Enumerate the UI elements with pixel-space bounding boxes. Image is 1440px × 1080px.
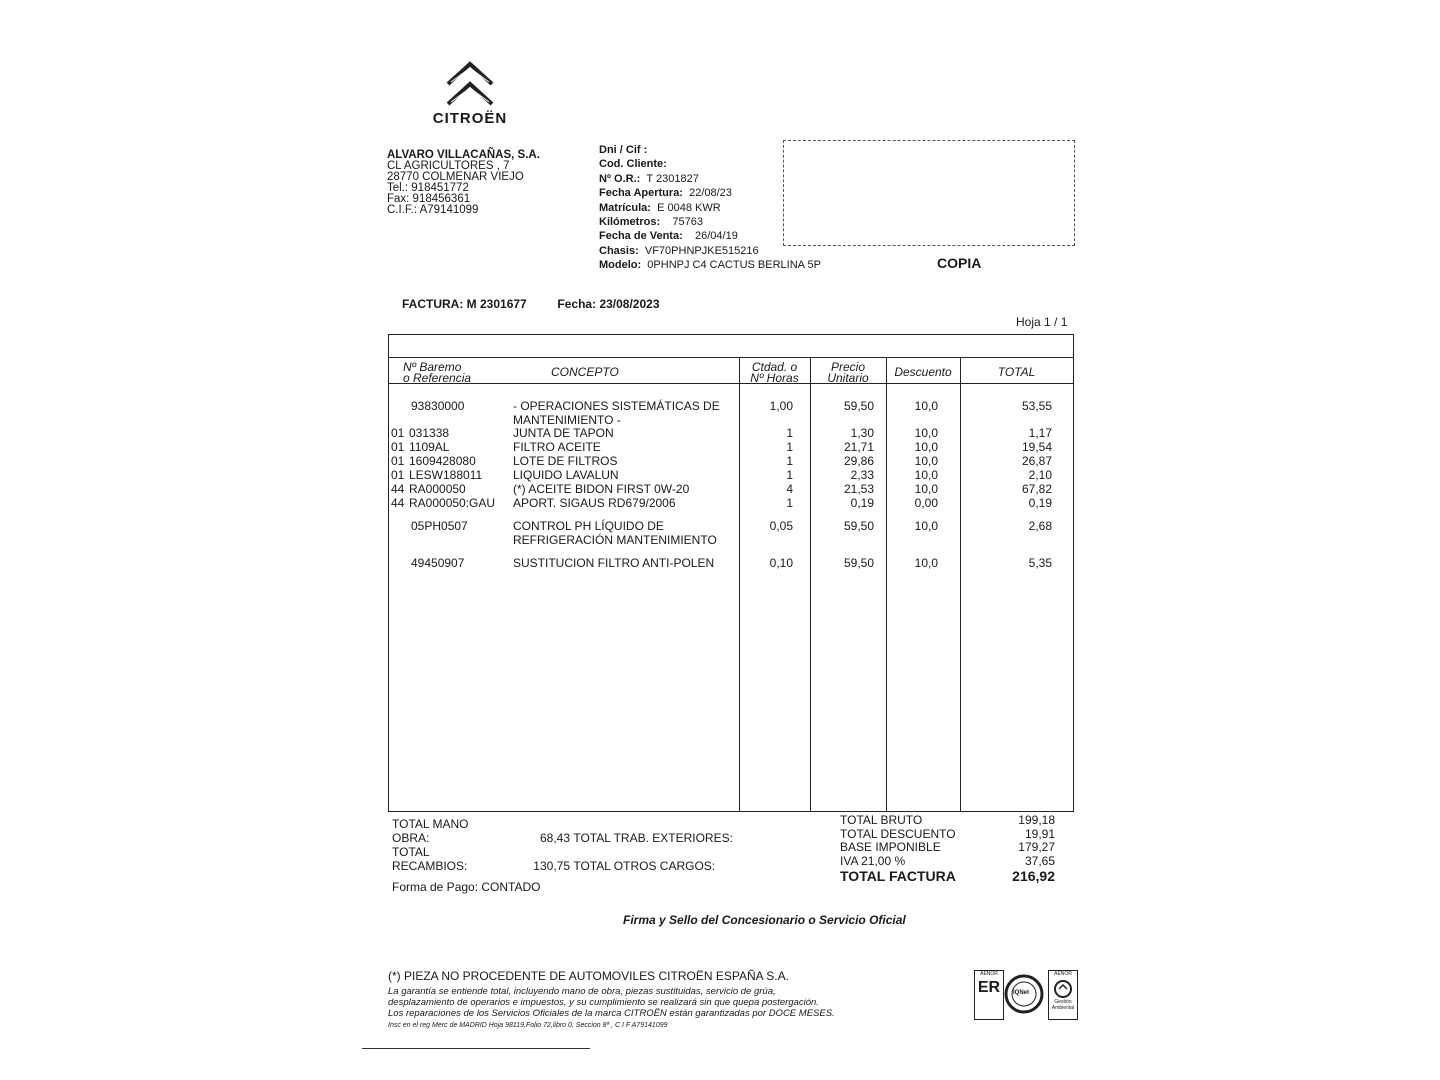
cell-concepto2: REFRIGERACIÓN MANTENIMIENTO: [513, 532, 717, 547]
apertura-value: 22/08/23: [689, 187, 732, 200]
table-top-strip: [389, 335, 1073, 358]
cell-desc: 0,00: [914, 496, 938, 510]
cell-precio: 29,86: [843, 454, 874, 468]
cell-total: 67,82: [1021, 482, 1052, 496]
leaf-icon: [1053, 979, 1073, 999]
base-row: [840, 841, 1055, 855]
cell-precio: 21,53: [843, 482, 874, 496]
cell-cant: 1: [786, 440, 793, 454]
header-total: TOTAL: [997, 365, 1036, 379]
cell-precio: 2,33: [850, 468, 874, 482]
chasis-row: [599, 244, 821, 258]
trab-ext-label: TOTAL TRAB. EXTERIORES:: [573, 831, 733, 845]
mano-obra-value: 68,43: [539, 831, 570, 845]
or-value: T 2301827: [646, 172, 699, 185]
aenor-ga-badge: [1048, 970, 1078, 1020]
cell-desc: 10,0: [914, 440, 938, 454]
col-divider-descuento: [886, 358, 887, 811]
recambios-row: [392, 845, 733, 873]
total-factura-label: TOTAL FACTURA: [840, 868, 956, 884]
company-info: [387, 150, 540, 216]
cell-concepto1: LOTE DE FILTROS: [513, 454, 618, 468]
km-value: 75763: [672, 216, 703, 229]
cell-concepto1: CONTROL PH LÍQUIDO DE: [513, 519, 664, 533]
cell-ref: 1609428080: [409, 454, 476, 468]
forma-pago-row: [392, 880, 733, 894]
apertura-label: Fecha Apertura:: [599, 187, 683, 200]
aenor-label-2: AENOR: [1054, 971, 1072, 977]
header-ref-line1: Nº Baremo: [403, 360, 462, 374]
cell-concepto1: LIQUIDO LAVALUN: [513, 468, 619, 482]
header-precio-line1: Precio: [830, 360, 865, 374]
invoice-table: [388, 334, 1074, 812]
warranty-line3: Los reparaciones de los Servicios Oficiales de la marca CITROËN están garantizadas por DOCE MESES.: [388, 1008, 835, 1019]
header-ref-line2: o Referencia: [403, 371, 472, 385]
cell-ref: RA000050:GAU: [409, 496, 496, 510]
cell-cant: 0,10: [769, 556, 793, 570]
forma-pago-value: CONTADO: [481, 880, 541, 894]
descuento-row: [840, 828, 1055, 842]
header-precio: [810, 362, 886, 384]
cell-total: 0,19: [1028, 496, 1052, 510]
company-fax: Fax: 918456361: [387, 193, 471, 205]
cell-desc: 10,0: [914, 399, 938, 413]
otros-label: TOTAL OTROS CARGOS:: [573, 859, 716, 873]
cell-pre: 01: [391, 426, 405, 440]
cliente-label: Cod. Cliente:: [599, 158, 667, 171]
header-descuento: Descuento: [894, 365, 952, 379]
cell-ref: RA000050: [409, 482, 466, 496]
cell-precio: 1,30: [850, 426, 874, 440]
cell-precio: 59,50: [843, 556, 874, 570]
iqnet-label: IQNet: [1013, 990, 1030, 996]
non-citroen-note: (*) PIEZA NO PROCEDENTE DE AUTOMOVILES CITROËN ESPAÑA S.A.: [388, 969, 789, 983]
aenor-label-1: AENOR: [980, 971, 998, 977]
company-address2: 28770 COLMENAR VIEJO: [387, 171, 524, 183]
cell-precio: 59,50: [843, 519, 874, 533]
cell-desc: 10,0: [914, 519, 938, 533]
cell-total: 53,55: [1021, 399, 1052, 413]
cell-ref: 93830000: [411, 399, 465, 413]
cell-pre: 01: [391, 440, 405, 454]
base-value: 179,27: [1018, 840, 1055, 854]
cell-ref: 05PH0507: [411, 519, 468, 533]
col-divider-precio: [810, 358, 811, 811]
cell-concepto2: MANTENIMIENTO -: [513, 412, 621, 427]
venta-label: Fecha de Venta:: [599, 230, 683, 243]
cell-cant: 0,05: [769, 519, 793, 533]
col-divider-cant: [739, 358, 740, 811]
registry-text: Insc en el reg Merc de MADRID Hoja 98119,Folio 72,libro 0, Seccion 8ª , C I F A79141099: [388, 1022, 668, 1029]
descuento-value: 19,91: [1024, 826, 1055, 841]
cell-pre: 44: [391, 496, 405, 510]
dni-label: Dni / Cif :: [599, 144, 648, 156]
cell-pre: 01: [391, 468, 405, 482]
modelo-row: [599, 258, 821, 272]
cell-desc: 10,0: [914, 454, 938, 468]
totals-left: [392, 817, 733, 894]
fecha-value: 23/08/2023: [599, 297, 660, 311]
cell-total: 1,17: [1028, 426, 1052, 440]
cell-concepto1: SUSTITUCION FILTRO ANTI-POLEN: [513, 556, 715, 570]
cell-total: 2,10: [1028, 468, 1052, 482]
recambios-label: TOTAL RECAMBIOS:: [392, 845, 468, 873]
bruto-row: [840, 814, 1055, 828]
total-factura-row: [840, 870, 1055, 884]
factura-label: FACTURA:: [402, 297, 464, 311]
chasis-value: VF70PHNPJKE515216: [644, 244, 759, 257]
gestion-label: Gestión Ambiental: [1051, 999, 1075, 1011]
warranty-line1: La garantía se entiende total, incluyendo mano de obra, piezas sustituidas, servicio de grúa,: [388, 986, 776, 997]
company-name: ALVARO VILLACAÑAS, S.A.: [387, 149, 540, 161]
matricula-label: Matrícula:: [599, 201, 651, 214]
factura-number: M 2301677: [466, 297, 527, 311]
signature-caption: Firma y Sello del Concesionario o Servicio Oficial: [623, 913, 906, 927]
cell-total: 26,87: [1021, 454, 1052, 468]
iva-row: [840, 855, 1055, 869]
invoice-header: [402, 297, 660, 311]
cell-precio: 59,50: [843, 399, 874, 413]
header-concepto: CONCEPTO: [551, 365, 619, 379]
cell-ref: LESW188011: [409, 468, 483, 482]
cell-cant: 1: [786, 454, 793, 468]
cell-concepto1: (*) ACEITE BIDON FIRST 0W-20: [513, 482, 690, 496]
bruto-label: TOTAL BRUTO: [840, 813, 923, 827]
header-precio-line2: Unitario: [827, 371, 869, 385]
header-cantidad: [739, 362, 810, 384]
cell-cant: 1: [786, 426, 793, 440]
cell-desc: 10,0: [914, 468, 938, 482]
company-tel: Tel.: 918451772: [387, 182, 469, 194]
brand-name: CITROËN: [432, 110, 508, 127]
client-address-box: [783, 140, 1075, 246]
citroen-chevrons-icon: [440, 60, 500, 108]
recambios-value: 130,75: [533, 859, 570, 873]
matricula-value: E 0048 KWR: [657, 201, 721, 214]
bottom-rule: [362, 1048, 590, 1049]
cell-ref: 49450907: [411, 556, 465, 570]
cell-precio: 21,71: [843, 440, 874, 454]
base-label: BASE IMPONIBLE: [840, 840, 941, 854]
modelo-value: 0PHNPJ C4 CACTUS BERLINA 5P: [647, 259, 821, 272]
header-cant-line2: Nº Horas: [750, 371, 799, 385]
modelo-label: Modelo:: [599, 259, 642, 272]
cell-concepto1: APORT. SIGAUS RD679/2006: [513, 496, 676, 510]
cell-desc: 10,0: [914, 556, 938, 570]
descuento-label: TOTAL DESCUENTO: [840, 826, 956, 841]
warranty-text: [388, 986, 835, 1019]
venta-value: 26/04/19: [695, 230, 738, 243]
km-label: Kilómetros:: [599, 216, 661, 229]
certification-badges: [974, 968, 1078, 1020]
forma-pago-label: Forma de Pago:: [392, 880, 479, 894]
cell-cant: 4: [786, 482, 793, 496]
company-cif: C.I.F.: A79141099: [387, 204, 479, 216]
cell-pre: 01: [391, 454, 405, 468]
cell-total: 5,35: [1028, 556, 1052, 570]
iva-value: 37,65: [1024, 853, 1055, 868]
cell-desc: 10,0: [914, 482, 938, 496]
cell-cant: 1: [786, 468, 793, 482]
cell-concepto1: FILTRO ACEITE: [513, 440, 601, 454]
mano-obra-label: TOTAL MANO OBRA:: [392, 817, 469, 845]
warranty-line2: desplazamiento de operarios e impuestos, y su cumplimiento se realizará sin que quepa postergación.: [388, 997, 819, 1008]
cell-cant: 1,00: [769, 399, 793, 413]
cell-total: 19,54: [1021, 440, 1052, 454]
or-label: Nº O.R.:: [599, 172, 641, 185]
header-cant-line1: Ctdad. o: [751, 360, 798, 374]
cell-precio: 0,19: [850, 496, 874, 510]
company-address1: CL AGRICULTORES , 7: [387, 160, 510, 172]
er-mark: ER: [977, 979, 1001, 996]
cell-concepto1: JUNTA DE TAPON: [513, 426, 614, 440]
table-header-divider: [389, 383, 1073, 384]
header-ref: [403, 362, 471, 384]
chasis-label: Chasis:: [599, 244, 639, 257]
cell-desc: 10,0: [914, 426, 938, 440]
aenor-er-badge: [974, 970, 1004, 1020]
cell-total: 2,68: [1028, 519, 1052, 533]
iva-label: IVA 21,00 %: [840, 853, 906, 868]
copy-stamp: COPIA: [937, 255, 982, 271]
cell-ref: 031338: [409, 426, 450, 440]
cell-ref: 1109AL: [409, 440, 450, 454]
bruto-value: 199,18: [1018, 813, 1055, 827]
fecha-label: Fecha:: [557, 297, 597, 311]
totals-right: [840, 814, 1055, 884]
page-number: Hoja 1 / 1: [1016, 315, 1068, 329]
mano-obra-row: [392, 817, 733, 845]
col-divider-total: [960, 358, 961, 811]
cell-cant: 1: [786, 496, 793, 510]
total-factura-value: 216,92: [1012, 868, 1055, 884]
brand-logo: [420, 60, 520, 127]
cell-pre: 44: [391, 482, 405, 496]
cell-concepto1: - OPERACIONES SISTEMÁTICAS DE: [513, 399, 720, 413]
